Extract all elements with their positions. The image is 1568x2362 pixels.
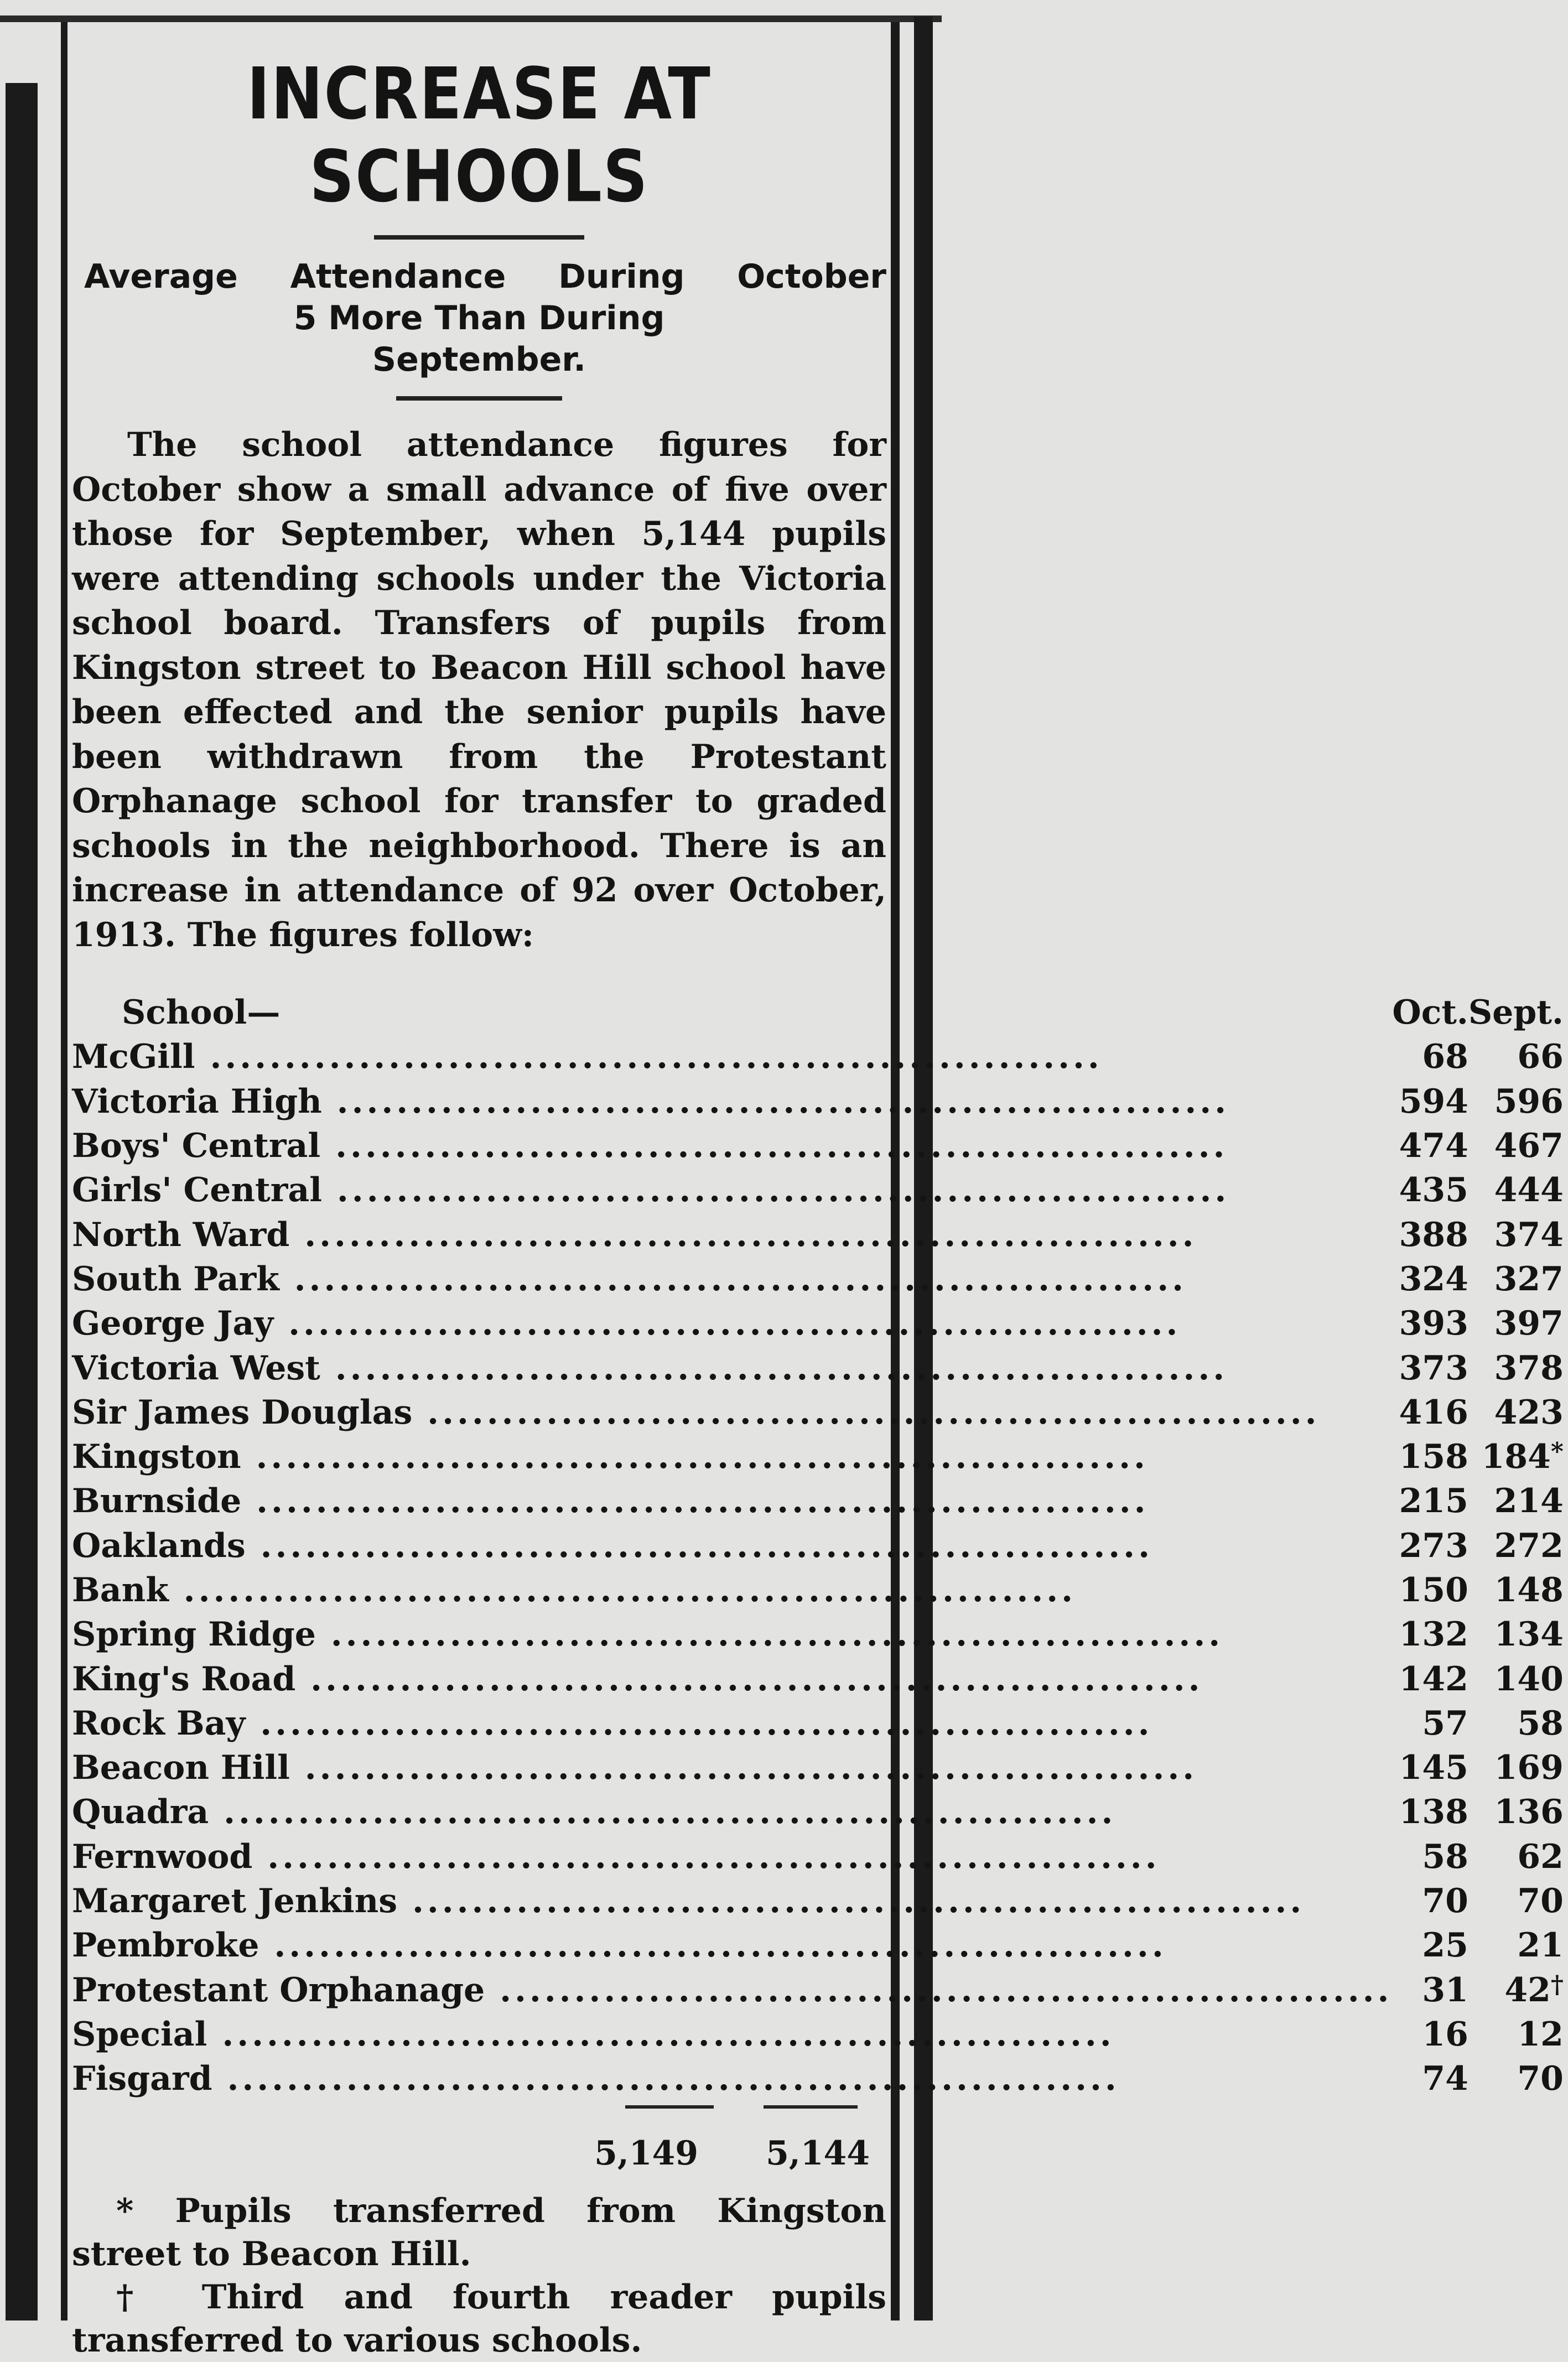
oct-value: 57: [1422, 1704, 1468, 1743]
deck-rule: [396, 396, 562, 401]
deck-line: September.: [372, 340, 586, 379]
school-name-cell: [72, 1079, 1392, 1124]
sept-value: 66: [1517, 1037, 1564, 1077]
total-rule: [625, 2105, 714, 2109]
school-name: Girls' Central: [72, 1171, 323, 1210]
school-name: Boys' Central: [72, 1127, 321, 1166]
leader-dots: ............................................................: [245, 1526, 1153, 1565]
leader-dots: ............................................................: [295, 1659, 1203, 1699]
table-row: [72, 1835, 1568, 1879]
footnote-mark: †: [1550, 1970, 1564, 1999]
oct-value: 158: [1399, 1437, 1468, 1477]
oct-value: 70: [1422, 1882, 1468, 1921]
table-row: [72, 1968, 1568, 2012]
oct-value: 150: [1399, 1571, 1468, 1610]
leader-dots: ............................................................: [209, 1793, 1117, 1832]
sept-value-cell: [1468, 1390, 1568, 1435]
sept-value: 272: [1494, 1526, 1564, 1565]
school-name-cell: [72, 1923, 1392, 1968]
total-rule: [764, 2105, 858, 2109]
school-name-cell: [72, 1390, 1392, 1435]
table-row: [72, 1435, 1568, 1479]
school-name: Special: [72, 2015, 207, 2054]
school-name-cell: [72, 1968, 1392, 2012]
school-name-cell: [72, 1346, 1392, 1390]
leader-dots: ............................................................: [212, 2059, 1120, 2099]
school-name-cell: [72, 1301, 1392, 1346]
sept-value-cell: [1468, 1968, 1568, 2012]
leader-dots: ............................................................: [241, 1482, 1149, 1521]
school-name-cell: [72, 1035, 1392, 1079]
school-name-cell: [72, 1212, 1392, 1257]
table-row: [72, 1301, 1568, 1346]
oct-value: 31: [1422, 1970, 1468, 2010]
headline-rule: [374, 235, 584, 240]
sept-value: 467: [1494, 1127, 1564, 1166]
school-name-cell: [72, 1790, 1392, 1834]
school-name: Protestant Orphanage: [72, 1970, 485, 2010]
leader-dots: ............................................................: [397, 1882, 1305, 1921]
oct-value: 393: [1399, 1304, 1468, 1343]
sept-value-cell: [1468, 1879, 1568, 1923]
sept-value: 327: [1494, 1259, 1564, 1299]
attendance-table: [72, 990, 1568, 2101]
sept-value-cell: [1468, 1835, 1568, 1879]
school-name-cell: [72, 1524, 1392, 1568]
article-body: The school attendance figures for October show a small advance of five over those for September, when 5,144 pupils were attending schools under the Victoria school board. Transfers of pupils from Kingston street to Beacon Hill school have been effected and the senior pupils have been withdrawn from the Protestant Orphanage school for transfer to graded schools in the neighborhood. There is an increase in attendance of 92 over October, 1913. The figures follow:: [72, 425, 886, 954]
deck-line: 5 More Than During: [293, 299, 665, 338]
sept-value: 596: [1494, 1082, 1564, 1121]
school-name-cell: [72, 1257, 1392, 1301]
oct-value: 68: [1422, 1037, 1468, 1077]
sept-value: 148: [1494, 1571, 1564, 1610]
school-name-cell: [72, 2057, 1392, 2101]
school-name: Sir James Douglas: [72, 1393, 413, 1432]
oct-value: 132: [1399, 1615, 1468, 1654]
sept-value: 140: [1494, 1659, 1564, 1699]
leader-dots: ............................................................: [168, 1571, 1077, 1610]
sept-value: 136: [1494, 1793, 1564, 1832]
school-name: Victoria West: [72, 1348, 320, 1388]
footnote-orphanage: † Third and fourth reader pupils transferred to various schools.: [72, 2278, 886, 2360]
table-row: [72, 1879, 1568, 1923]
sept-value-cell: [1468, 2012, 1568, 2057]
sept-value: 169: [1494, 1748, 1564, 1788]
sept-value-cell: [1468, 1035, 1568, 1079]
sept-value: 184: [1481, 1437, 1551, 1477]
school-name-cell: [72, 2012, 1392, 2057]
school-name: King's Road: [72, 1659, 296, 1699]
oct-value: 273: [1399, 1526, 1468, 1565]
school-name: South Park: [72, 1259, 279, 1299]
sept-value: 423: [1494, 1393, 1564, 1432]
sept-value-cell: [1468, 1168, 1568, 1212]
school-name: Oaklands: [72, 1526, 246, 1565]
table-row: [72, 1079, 1568, 1124]
sept-value: 134: [1494, 1615, 1564, 1654]
oct-value: 435: [1399, 1171, 1468, 1210]
sept-value: 42: [1504, 1970, 1551, 2010]
sept-value-cell: [1468, 1612, 1568, 1657]
leader-dots: ............................................................: [322, 1171, 1230, 1210]
table-row: [72, 1657, 1568, 1701]
sept-value-cell: [1468, 1923, 1568, 1968]
table-row: [72, 1212, 1568, 1257]
school-name: Margaret Jenkins: [72, 1882, 398, 1921]
table-row: [72, 1124, 1568, 1168]
header-oct: Oct.: [1392, 993, 1468, 1032]
sept-value: 12: [1517, 2015, 1564, 2054]
school-name: Pembroke: [72, 1926, 259, 1965]
sept-value: 62: [1517, 1837, 1564, 1876]
oct-value: 138: [1399, 1793, 1468, 1832]
table-row: [72, 1923, 1568, 1968]
article-column: [72, 33, 1564, 2362]
school-name: Beacon Hill: [72, 1748, 290, 1788]
sept-value-cell: [1468, 1079, 1568, 1124]
school-name-cell: [72, 1879, 1392, 1923]
leader-dots: ............................................................: [485, 1970, 1393, 2010]
school-name: Fisgard: [72, 2059, 212, 2099]
leader-dots: ............................................................: [289, 1748, 1198, 1788]
sept-value-cell: [1468, 1124, 1568, 1168]
header-sept: Sept.: [1468, 993, 1564, 1032]
sept-value-cell: [1468, 1790, 1568, 1834]
oct-value: 324: [1399, 1259, 1468, 1299]
oct-value: 25: [1422, 1926, 1468, 1965]
school-name-cell: [72, 1701, 1392, 1746]
oct-value: 215: [1399, 1482, 1468, 1521]
school-name-cell: [72, 1835, 1392, 1879]
sept-value-cell: [1468, 1212, 1568, 1257]
leader-dots: ............................................................: [252, 1837, 1160, 1876]
table-row: [72, 1568, 1568, 1612]
oct-value: 58: [1422, 1837, 1468, 1876]
school-name-cell: [72, 1746, 1392, 1790]
school-name-cell: [72, 1168, 1392, 1212]
leader-dots: ............................................................: [320, 1127, 1228, 1166]
school-name: Bank: [72, 1571, 169, 1610]
leader-dots: ............................................................: [412, 1393, 1320, 1432]
school-name-cell: [72, 1568, 1392, 1612]
total-oct: 5,149: [594, 2134, 698, 2173]
sept-value: 70: [1517, 1882, 1564, 1921]
school-name: Rock Bay: [72, 1704, 246, 1743]
school-name: North Ward: [72, 1215, 290, 1254]
oct-value: 16: [1422, 2015, 1468, 2054]
table-row: [72, 2057, 1568, 2101]
table-header-row: [72, 990, 1568, 1035]
headline: INCREASE AT SCHOOLS: [247, 53, 712, 219]
table-row: [72, 1746, 1568, 1790]
footnote-mark: *: [1550, 1437, 1564, 1466]
table-row: [72, 2012, 1568, 2057]
table-row: [72, 1790, 1568, 1834]
table-row: [72, 1612, 1568, 1657]
oct-value: 74: [1422, 2059, 1468, 2099]
school-name-cell: [72, 1435, 1392, 1479]
school-name: Fernwood: [72, 1837, 253, 1876]
school-name: Quadra: [72, 1793, 209, 1832]
oct-value: 416: [1399, 1393, 1468, 1432]
sept-value-cell: [1468, 1746, 1568, 1790]
table-row: [72, 1257, 1568, 1301]
sept-value-cell: [1468, 1524, 1568, 1568]
school-name-cell: [72, 1479, 1392, 1523]
leader-dots: ............................................................: [195, 1037, 1103, 1077]
header-school: School—: [122, 993, 281, 1032]
table-row: [72, 1390, 1568, 1435]
sept-value: 58: [1517, 1704, 1564, 1743]
sept-value: 214: [1494, 1482, 1564, 1521]
leader-dots: ............................................................: [259, 1926, 1167, 1965]
oct-value: 388: [1399, 1215, 1468, 1254]
sept-value-cell: [1468, 1346, 1568, 1390]
school-name-cell: [72, 1612, 1392, 1657]
oct-value: 145: [1399, 1748, 1468, 1788]
school-name: Victoria High: [72, 1082, 322, 1121]
sept-value: 21: [1517, 1926, 1564, 1965]
left-column-rule: [6, 83, 38, 2321]
leader-dots: ............................................................: [279, 1259, 1187, 1299]
leader-dots: ............................................................: [207, 2015, 1115, 2054]
sept-value-cell: [1468, 1257, 1568, 1301]
table-row: [72, 1701, 1568, 1746]
totals-block: [72, 2101, 886, 2189]
school-name-cell: [72, 1657, 1392, 1701]
oct-value: 373: [1399, 1348, 1468, 1388]
school-name: George Jay: [72, 1304, 274, 1343]
oct-value: 594: [1399, 1082, 1468, 1121]
table-row: [72, 1035, 1568, 1079]
top-border-rule: [0, 15, 942, 22]
total-sept: 5,144: [766, 2134, 870, 2173]
sept-value-cell: [1468, 1701, 1568, 1746]
sept-value: 444: [1494, 1171, 1564, 1210]
oct-value: 474: [1399, 1127, 1468, 1166]
sept-value: 378: [1494, 1348, 1564, 1388]
footnote-kingston: * Pupils transferred from Kingston street to Beacon Hill.: [72, 2192, 886, 2274]
school-name: Burnside: [72, 1482, 242, 1521]
leader-dots: ............................................................: [320, 1348, 1228, 1388]
sept-value-cell: [1468, 1301, 1568, 1346]
table-row: [72, 1479, 1568, 1523]
school-name-cell: [72, 1124, 1392, 1168]
sept-value-cell: [1468, 1657, 1568, 1701]
table-row: [72, 1346, 1568, 1390]
deck: [72, 256, 886, 381]
sept-value-cell: [1468, 2057, 1568, 2101]
school-name: Spring Ridge: [72, 1615, 316, 1654]
school-name: McGill: [72, 1037, 195, 1077]
sept-value: 397: [1494, 1304, 1564, 1343]
sept-value-cell: [1468, 1479, 1568, 1523]
table-row: [72, 1168, 1568, 1212]
sept-value-cell: [1468, 1435, 1568, 1479]
deck-line: Average Attendance During October: [84, 257, 886, 296]
leader-dots: ............................................................: [241, 1437, 1149, 1477]
leader-dots: ............................................................: [315, 1615, 1224, 1654]
sept-value: 70: [1517, 2059, 1564, 2099]
table-row: [72, 1524, 1568, 1568]
oct-value: 142: [1399, 1659, 1468, 1699]
sept-value: 374: [1494, 1215, 1564, 1254]
sept-value-cell: [1468, 1568, 1568, 1612]
leader-dots: ............................................................: [273, 1304, 1181, 1343]
leader-dots: ............................................................: [289, 1215, 1197, 1254]
school-name: Kingston: [72, 1437, 241, 1477]
leader-dots: ............................................................: [321, 1082, 1230, 1121]
left-thin-rule: [61, 22, 68, 2321]
leader-dots: ............................................................: [245, 1704, 1153, 1743]
